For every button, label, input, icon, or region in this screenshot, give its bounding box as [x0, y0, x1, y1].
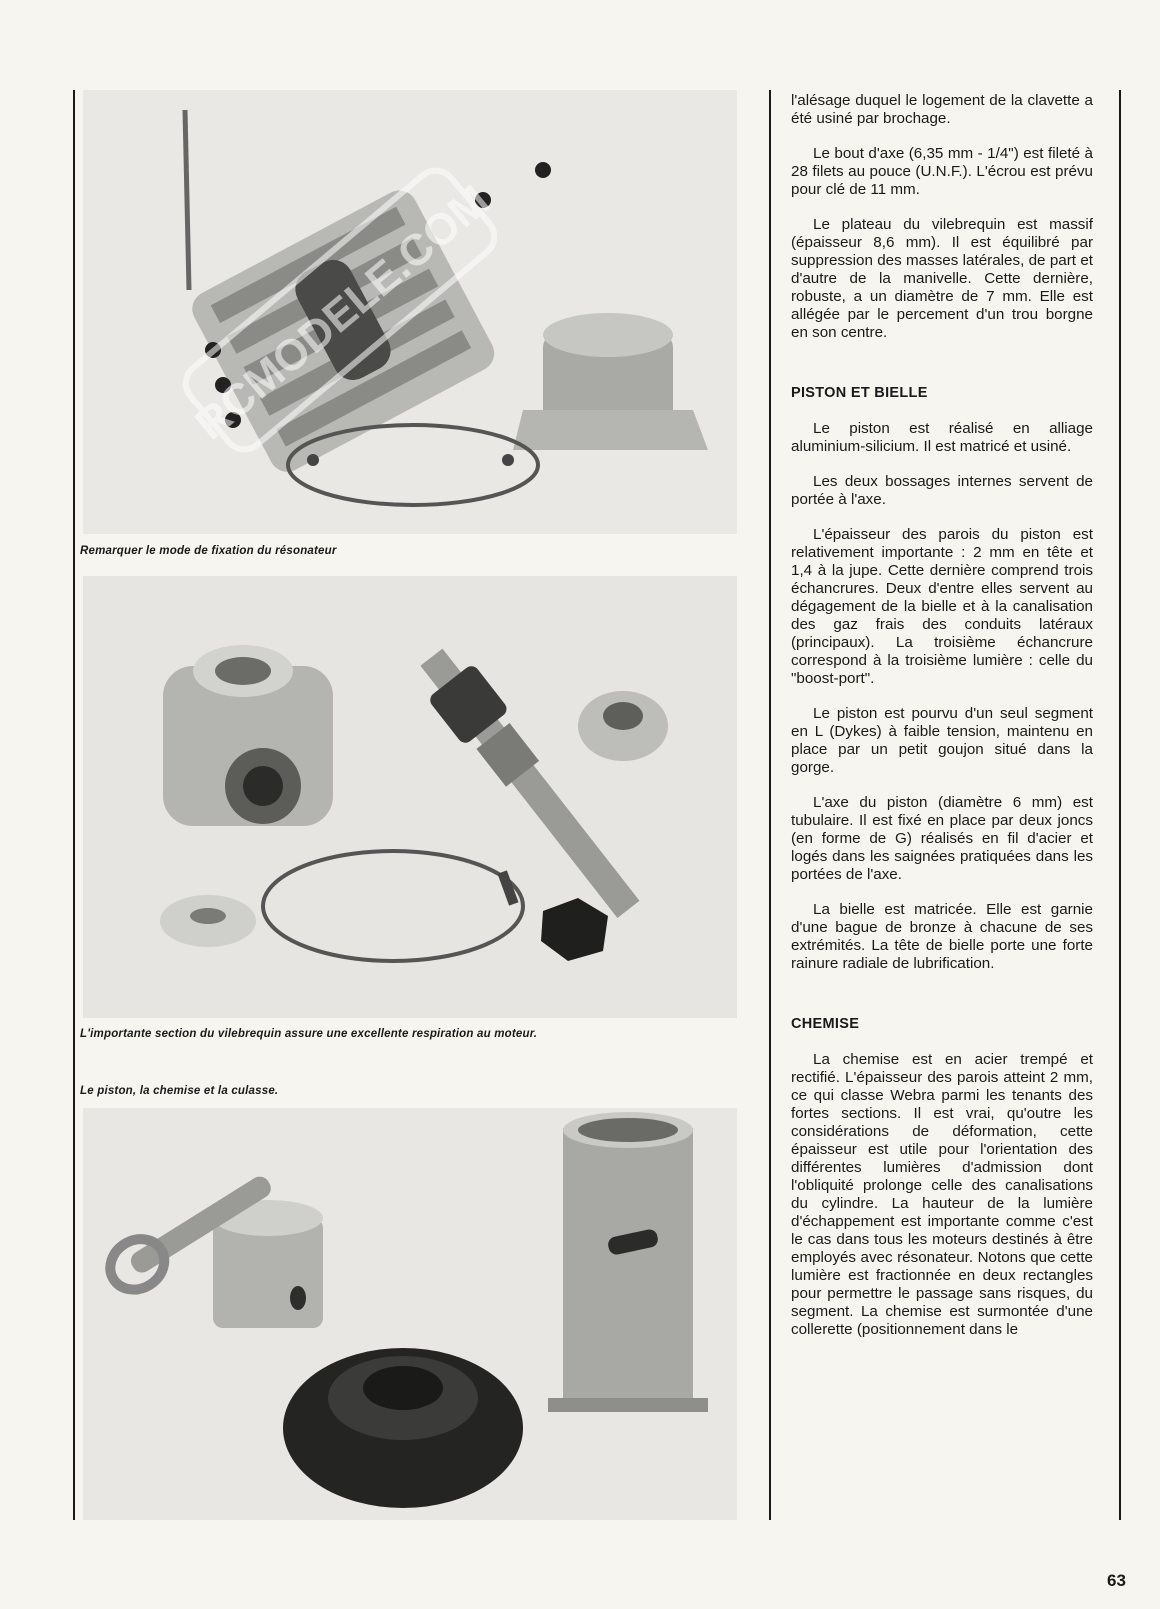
caption-crankshaft: L'importante section du vilebrequin assure une excellente respiration au moteur. [80, 1028, 538, 1040]
article-paragraph: Le piston est réalisé en alliage aluminium-silicium. Il est matricé et usiné. [791, 420, 1093, 455]
article-paragraph: La chemise est en acier trempé et rectifié. L'épaisseur des parois atteint 2 mm, ce qui classe Webra parmi les tenants des fortes sections. Il est vrai, qu'outre les considérations de déformation, cette épaisseur est utile pour l'orientation des différentes lumières d'admission dont l'obliquité prolonge celle des canalisations du cylindre. La hauteur de la lumière d'échappement est importante comme c'est le cas dans tous les moteurs destinés à être employés avec résonateur. Notons que cette lumière est fractionnée en deux rectangles pour permettre le passage sans risques, du segment. La chemise est surmontée d'une collerette (positionnement dans le [791, 1051, 1093, 1338]
left-column-rule [73, 90, 75, 1520]
section-heading-chemise: CHEMISE [791, 1016, 860, 1032]
page-number: 63 [1107, 1571, 1126, 1590]
caption-engine-block: Remarquer le mode de fixation du résonateur [80, 545, 337, 557]
piston-illustration [83, 1108, 737, 1520]
article-column [791, 92, 1093, 1356]
photo-piston-sleeve [83, 1108, 737, 1520]
article-paragraph: L'axe du piston (diamètre 6 mm) est tubulaire. Il est fixé en place par deux joncs (en forme de G) réalisés en fil d'acier et logés dans les saignées pratiquées dans les portées de l'axe. [791, 794, 1093, 883]
watermark-badge [150, 120, 530, 500]
article-paragraph: La bielle est matricée. Elle est garnie d'une bague de bronze à chacune de ses extrémités. La tête de bielle porte une forte rainure radiale de lubrification. [791, 901, 1093, 972]
middle-column-rule [769, 90, 771, 1520]
article-paragraph: L'épaisseur des parois du piston est relativement importante : 2 mm en tête et 1,4 à la jupe. Cette dernière comprend trois échancrures. Deux d'entre elles servent au dégagement de la bielle et à la canalisation des gaz frais des conduits latéraux (principaux). La troisième échancrure correspond à la troisième lumière : celle du "boost-port". [791, 526, 1093, 687]
article-paragraph: Le plateau du vilebrequin est massif (épaisseur 8,6 mm). Il est équilibré par suppression des masses latérales, de part et d'autre de la manivelle. Cette dernière, robuste, a un diamètre de 7 mm. Elle est allégée par le percement d'un trou borgne en son centre. [791, 216, 1093, 341]
article-paragraph: l'alésage duquel le logement de la clavette a été usiné par brochage. [791, 92, 1093, 127]
watermark-text: RCMODELE.COM [186, 176, 499, 450]
article-paragraph: Le piston est pourvu d'un seul segment en L (Dykes) à faible tension, maintenu en place par un petit goujon situé dans la gorge. [791, 705, 1093, 776]
article-paragraph: Les deux bossages internes servent de portée à l'axe. [791, 473, 1093, 508]
right-column-rule [1119, 90, 1121, 1520]
crankshaft-illustration [83, 576, 737, 1018]
section-heading-piston: PISTON ET BIELLE [791, 385, 928, 401]
caption-piston: Le piston, la chemise et la culasse. [80, 1085, 279, 1097]
photo-crankshaft [83, 576, 737, 1018]
article-paragraph: Le bout d'axe (6,35 mm - 1/4") est fileté à 28 filets au pouce (U.N.F.). L'écrou est prévu pour clé de 11 mm. [791, 145, 1093, 198]
